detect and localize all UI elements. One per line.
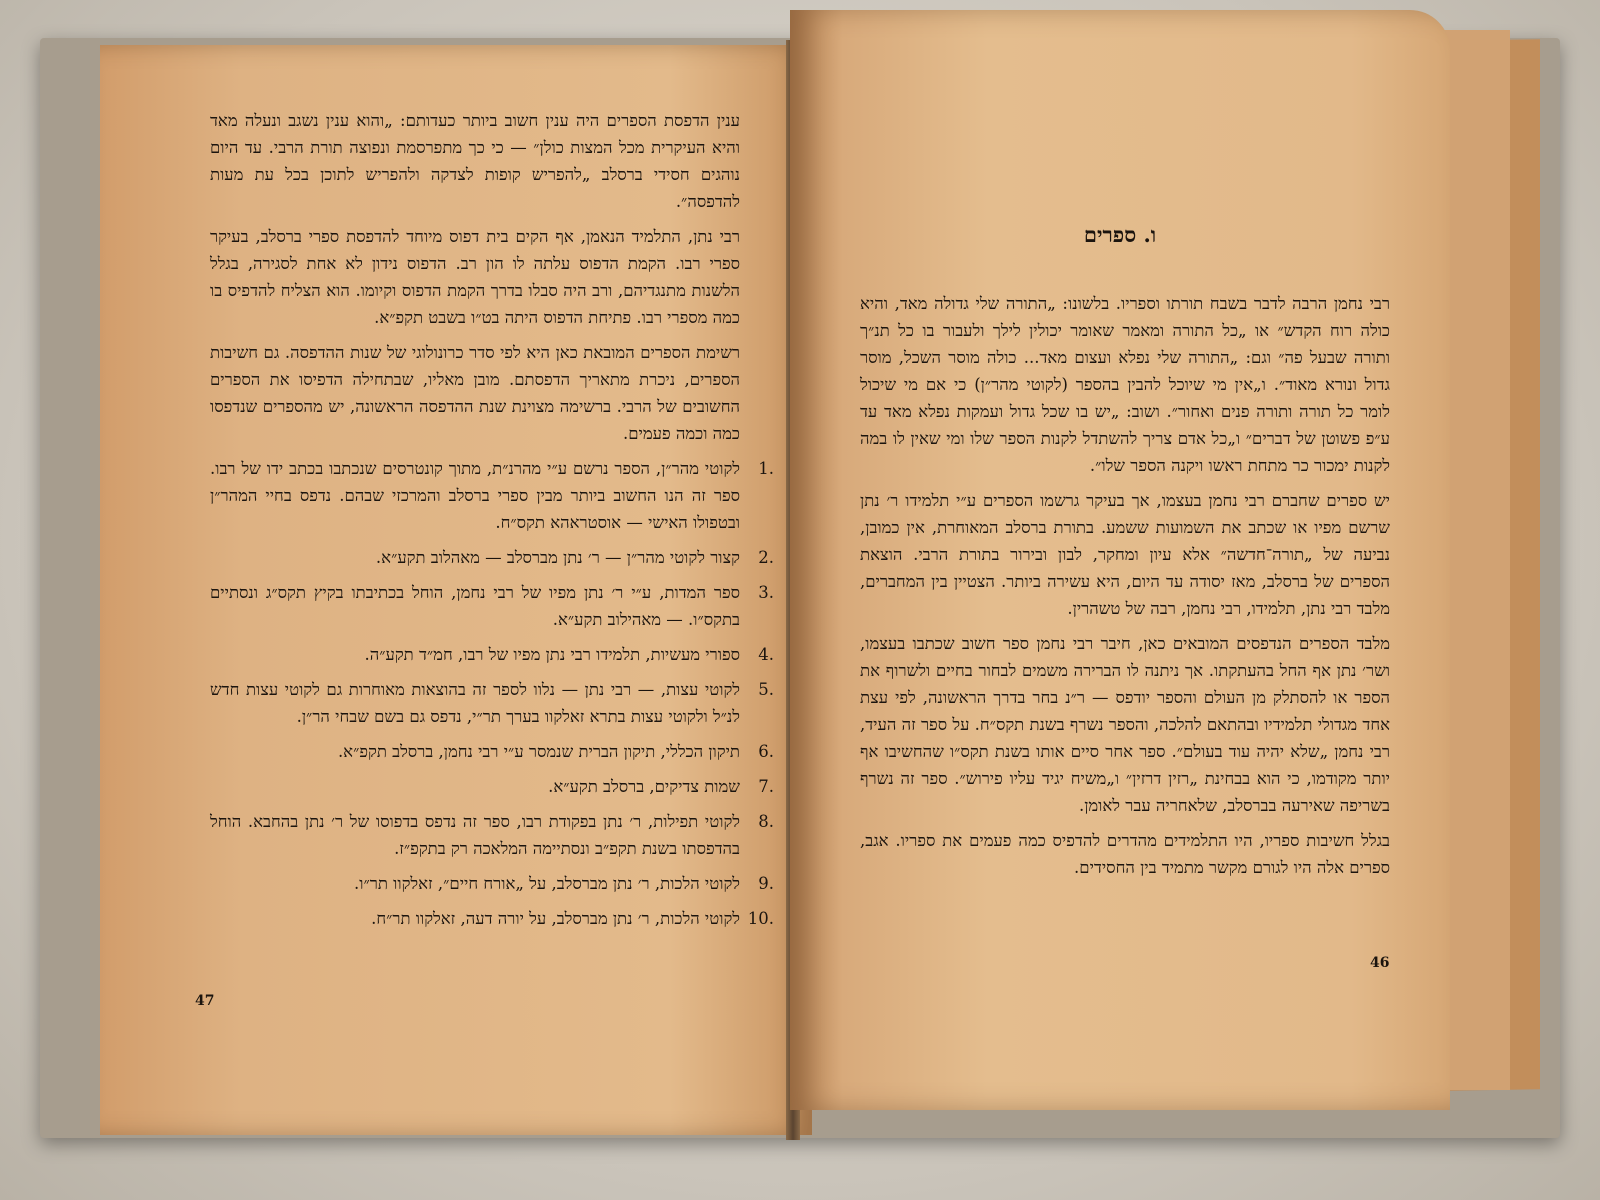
book-list-item <box>210 676 774 730</box>
book-number: 2. <box>758 548 774 567</box>
book-number: 3. <box>758 583 774 602</box>
right-page-number: 46 <box>1370 955 1390 971</box>
book-list-item <box>210 544 774 571</box>
book-number: 8. <box>758 812 774 831</box>
right-paragraph-2: יש ספרים שחברם רבי נחמן בעצמו, אך בעיקר גרשמו הספרים ע״י תלמידו ר׳ נתן שרשם מפיו או שכתב את השמועות ששמע. בתורת ברסלב המאוחרת, אין כמובן, נביעה של „תורה־חדשה״ אלא עיון ומחקר, לבון ובירור בתורת הרבי. הוצאת הספרים של ברסלב, מאז יסודה עד היום, היא עשירה ביותר. הצטיין בין המחברים, מלבד רבי נתן, תלמידו, רבי נחמן, רבה של טשהרין. <box>860 491 1390 618</box>
chapter-title: ו. ספרים <box>1083 222 1157 247</box>
book-number: 1. <box>758 459 774 478</box>
book-number: 4. <box>758 645 774 664</box>
book-entry: לקוטי מהר״ן, הספר נרשם ע״י מהרנ״ת, מתוך קונטרסים שנכתבו בכתב ידו של רבו. ספר זה הנו החשוב ביותר מבין ספרי ברסלב והמרכזי שבהם. נדפס בחיי המהר״ן ובטפולו האישי — אוסטראהא תקס״ח. <box>210 459 740 532</box>
book-number: 6. <box>758 742 774 761</box>
book-list-item <box>210 808 774 862</box>
book-entry: שמות צדיקים, ברסלב תקע״א. <box>548 777 740 796</box>
book-number: 5. <box>758 680 774 699</box>
book-list-item <box>210 579 774 633</box>
book-number: 7. <box>758 777 774 796</box>
book-entry: לקוטי הלכות, ר׳ נתן מברסלב, על יורה דעה, זאלקוו תר״ח. <box>371 909 740 928</box>
page-edges-inner <box>1440 30 1510 1090</box>
right-paragraph-1: רבי נחמן הרבה לדבר בשבח תורתו וספריו. בלשונו: „התורה שלי גדולה מאד, והיא כולה רוח הקדש״ או „כל התורה ומאמר שאומר יכולין לילך ולעבור בו כל תנ״ך ותורה שבעל פה״ וגם: „התורה שלי נפלא ועצום מאד... כולה מוסר השכל, מוסר גדול ונורא מאוד״. ו„אין מי שיוכל להבין בהספר (לקוטי מהר״ן) כי אם מי שיכול לומר כל תורה ותורה פנים ואחור״. ושוב: „יש בו שכל גדול ועמקות נפלא מאד עד ע״פ פשוטן של דברים״ ו„כל אדם צריך להשתדל לקנות הספר שלו ומי שאין לו במה לקנות ימכור כר מתחת ראשו ויקנה הספר שלו״. <box>860 294 1390 475</box>
right-page <box>790 10 1450 1110</box>
left-page-text <box>210 107 774 940</box>
book-number: 9. <box>758 874 774 893</box>
left-paragraph-3: רשימת הספרים המובאת כאן היא לפי סדר כרונולוגי של שנות ההדפסה. גם חשיבות הספרים, ניכרת מתאריך הדפסתם. מובן מאליו, שבתחילה הדפיסו את הספרים החשובים של הרבי. ברשימה מצוינת שנת ההדפסה הראשונה, יש מהספרים שנדפסו כמה וכמה פעמים. <box>210 343 740 443</box>
book-list-item <box>210 905 774 932</box>
book-entry: ספר המדות, ע״י ר׳ נתן מפיו של רבי נחמן, הוחל בכתיבתו בקיץ תקס״ג ונסתיים בתקס״ו. — מאהילוב תקע״א. <box>210 583 740 629</box>
left-page-number: 47 <box>195 993 215 1009</box>
book-entry: ספורי מעשיות, תלמידו רבי נתן מפיו של רבו, חמ״ד תקע״ה. <box>364 645 740 664</box>
right-page-text <box>860 290 1390 889</box>
book-list-item <box>210 641 774 668</box>
book-number: 10. <box>747 909 774 928</box>
book-entry: לקוטי הלכות, ר׳ נתן מברסלב, על „אורח חיים״, זאלקוו תר״ו. <box>354 874 740 893</box>
right-paragraph-3: מלבד הספרים הנדפסים המובאים כאן, חיבר רבי נחמן ספר חשוב שכתבו בעצמו, ושר׳ נתן אף החל בהעתקתו. אך ניתנה לו הברירה משמים לבחור בחיים ולשרוף את הספר או להסתלק מן העולם והספר יודפס — ר״נ בחר בדרך הראשונה, לפי עצת אחד מגדולי תלמידיו ובהתאם להלכה, והספר נשרף בשנת תקס״ח. על ספר זה העיד, רבי נחמן „שלא יהיה עוד בעולם״. ספר אחר סיים אותו בשנת תקס״ו שהחשיבו אף יותר מקודמו, כי הוא בבחינת „רזין דרזין״ ו„משיח יגיד עליו פירוש״. ספר זה נשרף בשריפה שאירעה בברסלב, שלאחריה עבר לאומן. <box>860 634 1390 815</box>
left-paragraph-1: ענין הדפסת הספרים היה ענין חשוב ביותר כעדותם: „והוא ענין נשגב ונעלה מאד והיא העיקרית מכל המצות כולן״ — כי כך מתפרסמת ונפוצה תורת הרבי. עד היום נוהגים חסידי ברסלב „להפריש קופות לצדקה ולהפריש לתוכן בכל עת מעות להדפסה״. <box>210 111 740 211</box>
book-entry: קצור לקוטי מהר״ן — ר׳ נתן מברסלב — מאהלוב תקע״א. <box>375 548 740 567</box>
book-entry: לקוטי תפילות, ר׳ נתן בפקודת רבו, ספר זה נדפס בדפוסו של ר׳ נתן בהחבא. הוחל בהדפסתו בשנת תקפ״ב ונסתיימה המלאכה רק בתקפ״ז. <box>210 812 740 858</box>
book-list <box>210 455 774 932</box>
book-list-item <box>210 455 774 536</box>
book-list-item <box>210 738 774 765</box>
book-list-item <box>210 773 774 800</box>
right-paragraph-4: בגלל חשיבות ספריו, היו התלמידים מהדרים להדפיס כמה פעמים את ספריו. אגב, ספרים אלה היו לגורם מקשר מתמיד בין החסידים. <box>860 831 1390 877</box>
book-list-item <box>210 870 774 897</box>
book-entry: תיקון הכללי, תיקון הברית שנמסר ע״י רבי נחמן, ברסלב תקפ״א. <box>337 742 740 761</box>
book-entry: לקוטי עצות, — רבי נתן — נלוו לספר זה בהוצאות מאוחרות גם לקוטי עצות חדש לנ״ל ולקוטי עצות בתרא זאלקוו בערך תר״י, נדפס גם בשם שבחי הר״ן. <box>210 680 740 726</box>
left-page <box>100 45 812 1135</box>
left-paragraph-2: רבי נתן, התלמיד הנאמן, אף הקים בית דפוס מיוחד להדפסת ספרי ברסלב, בעיקר ספרי רבו. הקמת הדפוס עלתה לו הון רב. הדפוס נידון לא אחת לסגירה, בגלל הלשנות מתנגדיהם, ורב היה סבלו בדרך הקמת הדפוס וקיומו. הוא הצליח להדפיס בו כמה מספרי רבו. פתיחת הדפוס היתה בט״ו בשבט תקפ״א. <box>210 227 740 327</box>
